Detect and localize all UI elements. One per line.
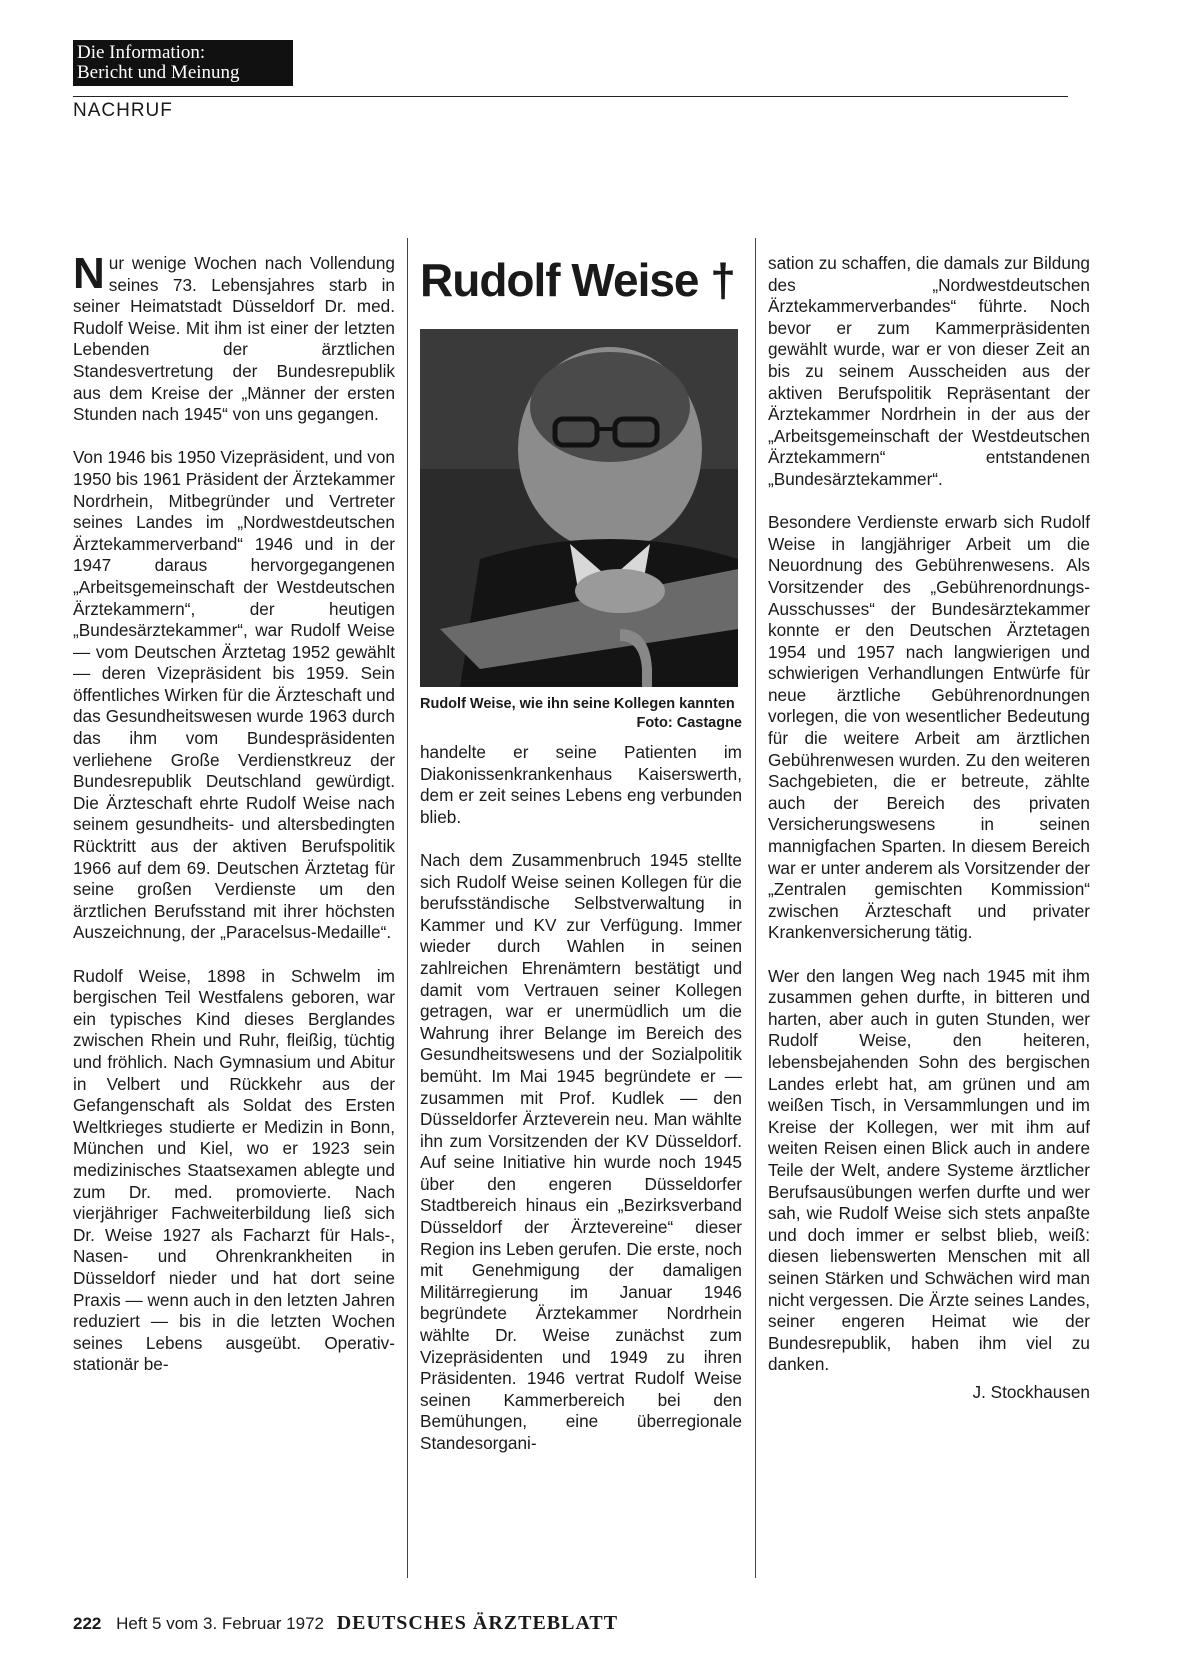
section-label: [73, 40, 293, 86]
photo-credit: Foto: Castagne: [636, 715, 742, 731]
paragraph: Nur wenige Wochen nach Vollendung seines 73. Lebensjahres starb in seiner Heimatstadt Düsseldorf Dr. med. Rudolf Weise. Mit ihm ist einer der letzten Lebenden der ärztlichen Standesvertretung der Bundesrepublik aus dem Kreise der „Männer der ersten Stunden nach 1945“ von uns gegangen.: [73, 249, 395, 425]
top-rule: [73, 96, 1068, 97]
kicker: NACHRUF: [73, 100, 173, 121]
portrait-photo: [420, 329, 738, 687]
column-rule-left: [407, 238, 408, 1578]
issue-info: Heft 5 vom 3. Februar 1972: [116, 1614, 324, 1633]
caption-text: Rudolf Weise, wie ihn seine Kollegen kannten: [420, 696, 735, 712]
section-label-line2: Bericht und Meinung: [77, 62, 240, 83]
dropcap: N: [73, 249, 105, 298]
paragraph: Von 1946 bis 1950 Vizepräsident, und von 1950 bis 1961 Präsident der Ärztekammer Nordrhein, Mitbegründer und Vertreter seines Landes im „Nordwestdeutschen Ärztekammerverband“ 1946 und in der 1947 daraus hervorgegangenen „Arbeitsgemeinschaft der Westdeutschen Ärztekammern“, der heutigen „Bundesärztekammer“, war Rudolf Weise — vom Deutschen Ärztetag 1952 gewählt — deren Vizepräsident bis 1959. Sein öffentliches Wirken für die Ärzteschaft und das Gesundheitswesen wurde 1963 durch das ihm vom Bundespräsidenten verliehene Große Verdienstkreuz der Bundesrepublik Deutschland gewürdigt. Die Ärzteschaft ehrte Rudolf Weise nach seinem gesundheits- und altersbedingten Rücktritt aus der aktiven Berufspolitik 1966 auf dem 69. Deutschen Ärztetag für seine großen Verdienste um den ärztlichen Berufsstand mit ihrer höchsten Auszeichnung, der „Paracelsus-Medaille“.: [73, 447, 395, 943]
article-column-1: [73, 249, 395, 1397]
article-title: Rudolf Weise †: [420, 254, 735, 306]
paragraph: Nach dem Zusammenbruch 1945 stellte sich Rudolf Weise seinen Kollegen für die berufsständische Selbstverwaltung in Kammer und KV zur Verfügung. Immer wieder durch Wahlen in seinen zahlreichen Ehrenämtern bestätigt und damit vom Vertrauen seiner Kollegen getragen, war er unermüdlich um die Wahrung ihrer Belange im Bereich des Gesundheitswesens und der Sozialpolitik bemüht. Im Mai 1945 begründete er — zusammen mit Prof. Kudlek — den Düsseldorfer Ärzteverein neu. Man wählte ihn zum Vorsitzenden der KV Düsseldorf. Auf seine Initiative hin wurde noch 1945 über den engeren Düsseldorfer Stadtbereich hinaus ein „Bezirksverband Düsseldorf der Ärztevereine“ dieser Region ins Leben gerufen. Die erste, noch mit Genehmigung der damaligen Militärregierung im Januar 1946 begründete Ärztekammer Nordrhein wählte Dr. Weise zunächst zum Vizepräsidenten und 1949 zu ihren Präsidenten. 1946 vertrat Rudolf Weise seinen Kammerbereich bei den Bemühungen, eine überregionale Standesorgani-: [420, 849, 742, 1453]
page-number: 222: [73, 1614, 102, 1633]
paragraph: Rudolf Weise, 1898 in Schwelm im bergischen Teil Westfalens geboren, war ein typisches Kind dieses Berglandes zwischen Rhein und Ruhr, fleißig, tüchtig und fröhlich. Nach Gymnasium und Abitur in Velbert und Rückkehr aus der Gefangenschaft als Soldat des Ersten Weltkrieges studierte er Medizin in Bonn, München und Kiel, wo er 1923 sein medizinisches Staatsexamen ablegte und zum Dr. med. promovierte. Nach vierjähriger Fachweiterbildung ließ sich Dr. Weise 1927 als Facharzt für Hals-, Nasen- und Ohrenkrankheiten in Düsseldorf nieder und hat dort seine Praxis — wenn auch in den letzten Jahren reduziert — bis in die letzten Wochen seines Lebens ausgeübt. Operativ-stationär be-: [73, 965, 395, 1375]
article-column-3: [768, 253, 1090, 1403]
paragraph: handelte er seine Patienten im Diakonissenkrankenhaus Kaiserswerth, dem er zeit seines Lebens eng verbunden blieb.: [420, 742, 742, 827]
page-footer: [73, 1612, 618, 1635]
photo-caption: [420, 695, 742, 731]
author-signature: J. Stockhausen: [972, 1381, 1090, 1402]
journal-name: DEUTSCHES ÄRZTEBLATT: [336, 1612, 619, 1634]
paragraph: Besondere Verdienste erwarb sich Rudolf Weise in langjähriger Arbeit um die Neuordnung des Gebührenwesens. Als Vorsitzender des „Gebührenordnungs-Ausschusses“ der Bundesärztekammer konnte er den Deutschen Ärztetagen 1954 und 1957 nach langwierigen und schwierigen Verhandlungen Entwürfe für neue ärztliche Gebührenordnungen vorlegen, die von wesentlicher Bedeutung für die weitere Arbeit am ärztlichen Gebührenwesen wurden. Zu den weiteren Sachgebieten, die er betreute, zählte auch der Bereich des privaten Versicherungswesens in seinen mannigfachen Sparten. In diesem Bereich war er unter anderem als Vorsitzender der „Zentralen gemischten Kommission“ zwischen Ärzteschaft und privater Krankenversicherung tätig.: [768, 512, 1090, 943]
paragraph: sation zu schaffen, die damals zur Bildung des „Nordwestdeutschen Ärztekammerverbandes“ führte. Noch bevor er zum Kammerpräsidenten gewählt wurde, war er von dieser Zeit an bis zu seinem Ausscheiden aus der aktiven Berufspolitik Repräsentant der Ärztekammer Nordrhein in der aus der „Arbeitsgemeinschaft der Westdeutschen Ärztekammern“ entstandenen „Bundesärztekammer“.: [768, 253, 1090, 489]
column-rule-right: [755, 238, 756, 1578]
section-label-line1: Die Information:: [77, 42, 206, 63]
paragraph: Wer den langen Weg nach 1945 mit ihm zusammen gehen durfte, in bitteren und harten, aber auch in guten Stunden, wer Rudolf Weise, den heiteren, lebensbejahenden Sohn des bergischen Landes erlebt hat, am grünen und am weißen Tisch, in Versammlungen und im Kreise der Kollegen, wer mit ihm auf weiten Reisen einen Blick auch in andere Teile der Welt, andere Systeme ärztlicher Berufsausübungen werfen durfte und wer sah, wie Rudolf Weise sich stets anpaßte und doch immer er selbst blieb, weiß: diesen liebenswerten Menschen mit all seinen Stärken und Schwächen wird man nicht vergessen. Die Ärzte seines Landes, seiner engeren Heimat wie der Bundesrepublik, haben ihm viel zu danken.: [768, 965, 1090, 1375]
article-column-2: [420, 253, 742, 1476]
